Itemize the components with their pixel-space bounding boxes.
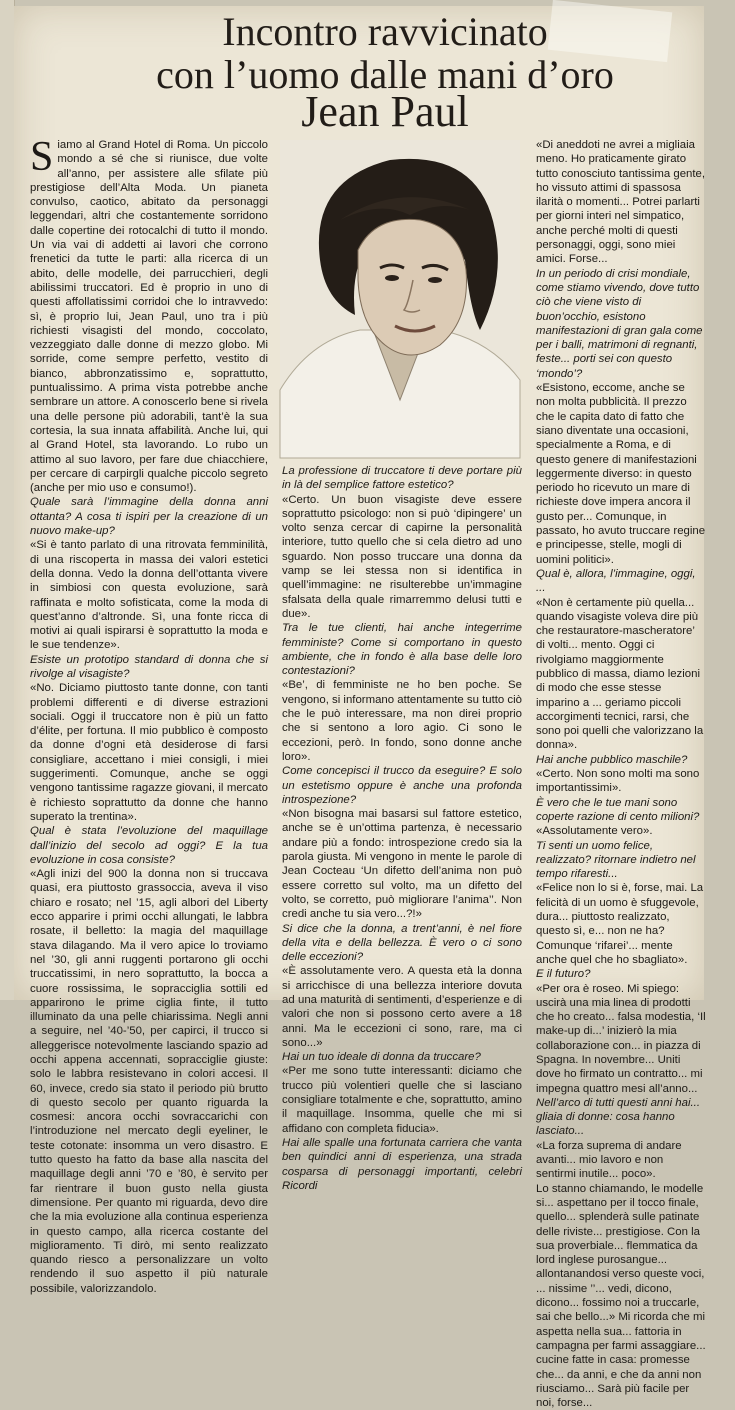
headline-line-1: Incontro ravvicinato bbox=[222, 9, 548, 54]
question: La professione di truccatore ti deve portare più in là del semplice fattore estetico? bbox=[282, 465, 522, 492]
answer: «È assolutamente vero. A questa età la donna si arricchisce di una bellezza interiore dovuta ad una maturità di sentimenti, d’esperienze e di valori che non si possono certo avere a 18 anni. Ma le eccezioni ci sono, rare, ma ci sono...» bbox=[282, 965, 522, 1049]
question: Nell’arco di tutti questi anni hai... gliaia di donne: cosa hanno lasciato... bbox=[536, 1096, 700, 1138]
answer: «No. Diciamo piuttosto tante donne, con tanti problemi differenti e di diverse estrazioni sociali. Oggi il truccatore non è più un fatto d’élite, per fortuna. Il mio pubblico è composto da donne d’ogni età desiderose di farsi consigliare, accettano i miei consigli, i miei suggerimenti. Comunque, anche se oggi vengono tantissime ragazze giovani, il mercato è richiesto soprattutto da donne che hanno superato la trentina». bbox=[30, 682, 268, 823]
article-column-1 bbox=[30, 134, 268, 1295]
answer: «Di aneddoti ne avrei a migliaia meno. Ho praticamente girato tutto conosciuto tantissima gente, ho vissuto attimi di spassosa ilarità o momenti... Potrei parlarti per giorni interi nel simpatico, anche perché molti di questi personaggi, oggi, sono miei amici. Forse... bbox=[536, 139, 706, 266]
headline-line-3: Jean Paul bbox=[301, 87, 469, 136]
question: In un periodo di crisi mondiale, come stiamo vivendo, dove tutto ciò che viene visto di buon’occhio, esistono manifestazioni di gran gala come per i balli, matrimoni di regnanti, feste... porti sei con questo ‘mondo’? bbox=[536, 267, 703, 380]
page-edge bbox=[0, 0, 15, 1000]
closing-paragraph: Lo stanno chiamando, le modelle si... aspettano per il tocco finale, quello... splenderà sulle patinate delle riviste... prestigiose. Con la sua proverbiale... flemmatica da lord inglese purosangue... allontanandosi verso queste voci, ... nissime ’’... vedi, dicono, dicono... fossimo noi a truccarle, sai che bello...» Mi ricorda che mi aspetta nella sua... fattoria in campagna per farmi assaggiare... cucine fatte in casa: promesse che... da anni, e che da anni non riusciamo... Sarà più facile per noi, forse... bbox=[536, 1182, 706, 1410]
intro-paragraph: iamo al Grand Hotel di Roma. Un piccolo mondo a sé che si riunisce, due volte all’anno, per assistere alle sfilate più prestigiose dell’Alta Moda. Un pianeta convulso, caotico, abitato da personaggi leggendari, altri che costantemente sorridono dalle copertine dei rotocalchi di tutto il mondo. Un via vai di addetti ai lavori che corrono frenetici da tutte le parti: alla ricerca di un abito, delle modelle, dei parrucchieri, degli abilissimi truccatori. Ed è proprio in uno di questi affollatissimi corridoi che lo intravvedo: sì, è proprio lui, Jean Paul, uno tra i più richiesti visagisti del mondo, coccolato, vezzeggiato dalle donne di mezzo globo. Mi sorride, come sempre perfetto, vestito di bianco, abbronzatissimo e, soprattutto, puntualissimo. A prima vista potrebbe anche sembrare un attore. A conoscerlo bene si rivela una delle persone più adorabili, tant’è la sua cortesia, la sua innata affabilità. Anche lui, qui al Grand Hotel, sta lavorando. Lo rubo un attimo al suo lavoro, per fare due chiacchiere, per cercare di carpirgli qualche piccolo segreto (anche per mio uso e consumo!). bbox=[30, 139, 268, 495]
answer: «Non bisogna mai basarsi sul fattore estetico, anche se è un’ottima partenza, è necessario andare più a fondo: introspezione credo sia la parola giusta. Mi vengono in mente le parole di Jean Cocteau ‘Un difetto dell’anima non può essere corretto sul volto, ma un difetto del volto, se corretto, può migliorare l’anima’’. Non credi anche tu sia vero...?!» bbox=[282, 808, 522, 921]
answer: «Si è tanto parlato di una ritrovata femminilità, di una riscoperta in massa dei valori estetici della donna. Vedo la donna dell’ottanta vivere in simbiosi con questa evoluzione, sarà raffinata e molto sofisticata, come la moda di quest’anno d’altronde. Sì, una fonte ricca di motivi ai quali ispirarsi è soprattutto la moda e le sue tendenze». bbox=[30, 539, 268, 652]
answer: «Certo. Un buon visagiste deve essere soprattutto psicologo: non si può ‘dipingere’ un volto senza cercar di capirne la personalità interiore, tutto quello che si cela dietro ad uno sguardo. Non posso truccare una donna da vamp se lei stessa non si identifica in quell’immagine: ne risulterebbe un’immagine sfalsata della quale rimarremmo delusi tutti e due». bbox=[282, 493, 522, 620]
question: Qual è, allora, l’immagine, oggi, ... bbox=[536, 567, 696, 595]
article-column-3 bbox=[536, 138, 706, 1410]
answer: «Felice non lo si è, forse, mai. La felicità di un uomo è sfuggevole, dura... piuttosto realizzato, questo sì, e... non ne ha? Comunque ‘rifarei’... mente anche quel che ho sbagliato». bbox=[536, 882, 704, 966]
answer: «Assolutamente vero». bbox=[536, 825, 653, 838]
question: Si dice che la donna, a trent’anni, è nel fiore della vita e della bellezza. È vero o ci sono delle eccezioni? bbox=[282, 922, 522, 964]
portrait-illustration bbox=[280, 140, 520, 458]
question: Tra le tue clienti, hai anche integerrime femministe? Come si comportano in questo ambiente, che in fondo è alla base delle loro contestazioni? bbox=[282, 622, 522, 678]
answer: «Non è certamente più quella... quando visagiste voleva dire più che restauratore-mascheratore’ di volti... mento. Oggi ci rivolgiamo maggiormente pubblico di massa, diamo lezioni di modo che esse stesse imparino a ... geriamo piccoli accorgimenti tecnici, rarsi, che sono poi quelli che valorizzano la donna». bbox=[536, 596, 704, 752]
article-column-2 bbox=[282, 464, 522, 1192]
answer: «Be’, di femministe ne ho ben poche. Se vengono, si informano attentamente su tutto ciò che le può interessare, ma non direi proprio che si sentono a loro agio. Ci sono le eccezioni, però. In fondo, sono donne anche loro». bbox=[282, 679, 522, 763]
answer: «Per me sono tutte interessanti: diciamo che trucco più volentieri quelle che si lasciano consigliare totalmente e che, soprattutto, amino il maquillage. Insomma, quelle che mi si affidano con completa fiducia». bbox=[282, 1065, 522, 1135]
portrait-photo bbox=[280, 140, 520, 458]
answer: «Certo. Non sono molti ma sono importantissimi». bbox=[536, 768, 700, 795]
question: Hai alle spalle una fortunata carriera che vanta ben quindici anni di esperienza, una strada cosparsa di personaggi importanti, celebri Ricordi bbox=[282, 1136, 522, 1192]
headline-line-2: con l’uomo dalle mani d’oro bbox=[156, 52, 614, 97]
question: Esiste un prototipo standard di donna che si rivolge al visagiste? bbox=[30, 653, 268, 680]
question: Ti senti un uomo felice, realizzato? ritornare indietro nel tempo rifaresti... bbox=[536, 839, 696, 881]
question: E il futuro? bbox=[536, 968, 591, 981]
question: È vero che le tue mani sono coperte razione di cento milioni? bbox=[536, 796, 700, 823]
question: Hai anche pubblico maschile? bbox=[536, 753, 688, 766]
answer: «Agli inizi del 900 la donna non si truccava quasi, era piuttosto grassoccia, aveva il viso chiaro e rosato; nel ’15, agli albori del Liberty ecco apparire i primi occhi allungati, le labbra rosate, il belletto: la magia del maquillage stava dilagando. Ma il vero apice lo troviamo nel ’30, gli anni ruggenti portarono gli occhi truccatissimi, in nero soprattutto, la bocca a cuore rossissima, le sopracciglia sottili ed apparirono le prime ciglia finte, il tutto illuminato da una pelle chiarissima. Negli anni a seguire, nel ’40-’50, per capirci, il trucco si alleggerisce notevolmente lasciando spazio ad occhi appena accennati, sopracciglie giuste: solo le labbra resistevano in colori accesi. Il 60, invece, credo sia stato il periodo più brutto di questo secolo per quanto riguarda la cosmesi: ancora occhi sovraccarichi con l’introduzione nel mercato degli eyeliner, le teste cotonate: insomma un vero disastro. E tutto questo ha fatto da base alla nascita del maquillage degli anni ’70 e ’80, è servito per far rientrare il buon gusto nella giusta dimensione. Per quanto mi riguarda, devo dire che la mia evoluzione alla continua esperienza in questo campo, alla ricerca costante del miglioramento. Ti dirò, mi sento realizzato quando riesco a personalizzare un volto rendendo il suo aspetto il più naturale possibile, valorizzandolo. bbox=[30, 868, 268, 1295]
question: Quale sarà l’immagine della donna anni ottanta? A cosa ti ispiri per la creazione di un nuovo make-up? bbox=[30, 496, 268, 538]
question: Hai un tuo ideale di donna da truccare? bbox=[282, 1051, 481, 1064]
answer: «La forza suprema di andare avanti... mio lavoro e non sentirmi inutile... poco». bbox=[536, 1139, 682, 1181]
drop-cap: S bbox=[30, 134, 54, 180]
answer: «Per ora è roseo. Mi spiego: uscirà una mia linea di prodotti che ho creato... falsa modestia, ‘Il make-up di...’ inizierò la mia collaborazione con... in piazza di Spagna. In novembre... Uniti dove ho firmato un contratto... mi impegna quattro mesi all’anno... bbox=[536, 982, 706, 1095]
question: Come concepisci il trucco da eseguire? E solo un estetismo oppure è anche una profonda introspezione? bbox=[282, 765, 522, 806]
question: Qual è stata l’evoluzione del maquillage dall’inizio del secolo ad oggi? E la tua evoluzione in cosa consiste? bbox=[30, 825, 268, 866]
answer: «Esistono, eccome, anche se non molta pubblicità. Il prezzo che le capita dato di fatto che siano diventate una occasioni, specialmente a Roma, e di questo genere di manifestazioni leggermente diverso: in questo periodo ho ricevuto un mare di richieste dove impera ancora il gusto per... Comunque, in passato, ho avuto truccare regine e principesse, stelle, mogli di uomini politici». bbox=[536, 382, 706, 566]
